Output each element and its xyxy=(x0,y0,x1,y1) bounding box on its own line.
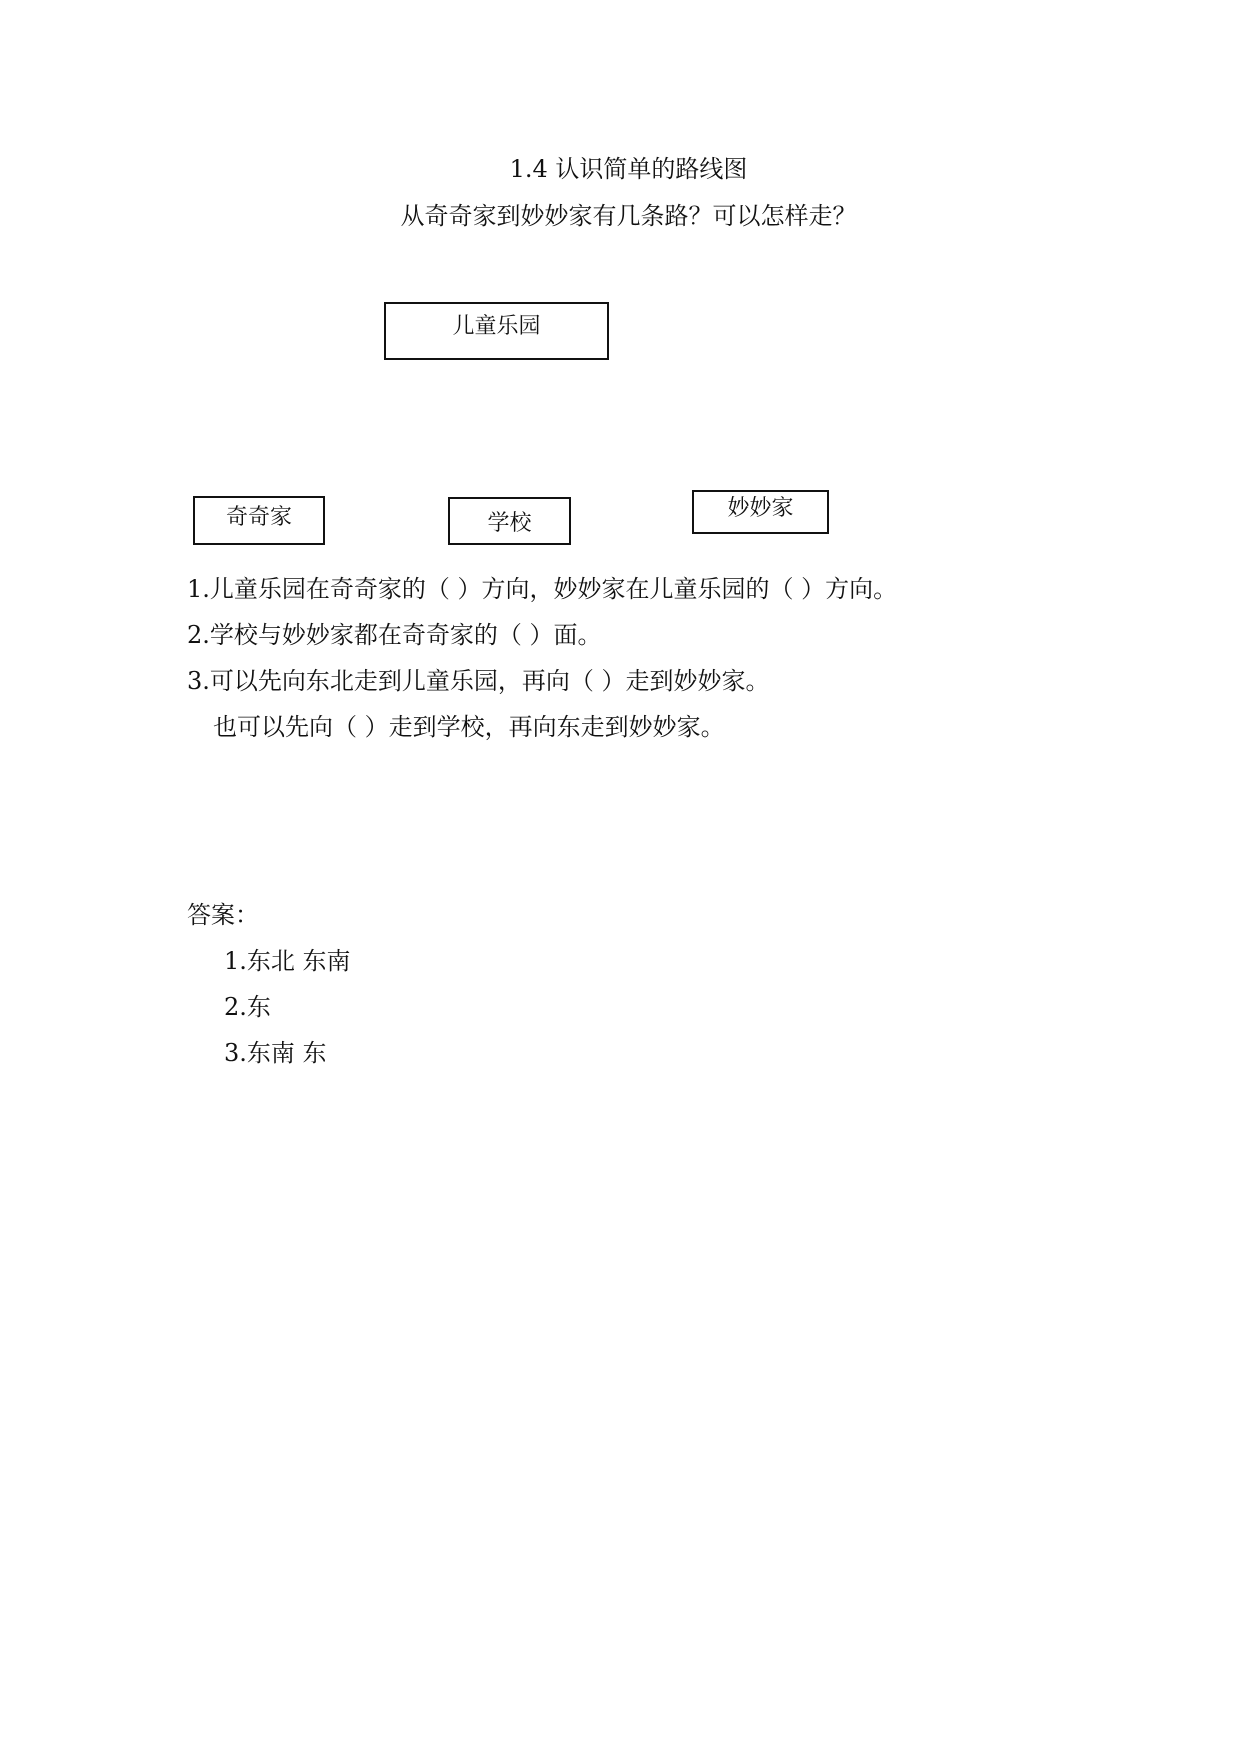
question-3-line-2: 也可以先向（ ）走到学校，再向东走到妙妙家。 xyxy=(213,713,725,741)
map-box-miaomiao-home xyxy=(692,490,829,534)
answer-3: 3.东南 东 xyxy=(224,1039,327,1067)
answer-1: 1.东北 东南 xyxy=(224,947,351,975)
map-label-school: 学校 xyxy=(487,511,532,536)
page-title: 1.4 认识简单的路线图 xyxy=(509,155,748,183)
question-heading: 从奇奇家到妙妙家有几条路？可以怎样走？ xyxy=(400,202,857,230)
answer-2: 2.东 xyxy=(224,993,271,1021)
map-box-qiqi-home xyxy=(193,496,325,545)
answers-label: 答案： xyxy=(187,901,259,929)
map-label-playground: 儿童乐园 xyxy=(452,314,541,339)
map-box-school xyxy=(448,497,571,545)
question-2: 2.学校与妙妙家都在奇奇家的（ ）面。 xyxy=(187,621,602,649)
question-1: 1.儿童乐园在奇奇家的（ ）方向，妙妙家在儿童乐园的（ ）方向。 xyxy=(187,575,898,603)
question-3-line-1: 3.可以先向东北走到儿童乐园，再向（ ）走到妙妙家。 xyxy=(187,667,770,695)
map-label-qiqi-home: 奇奇家 xyxy=(225,504,292,530)
map-label-miaomiao-home: 妙妙家 xyxy=(727,496,794,521)
map-box-playground xyxy=(384,302,609,360)
